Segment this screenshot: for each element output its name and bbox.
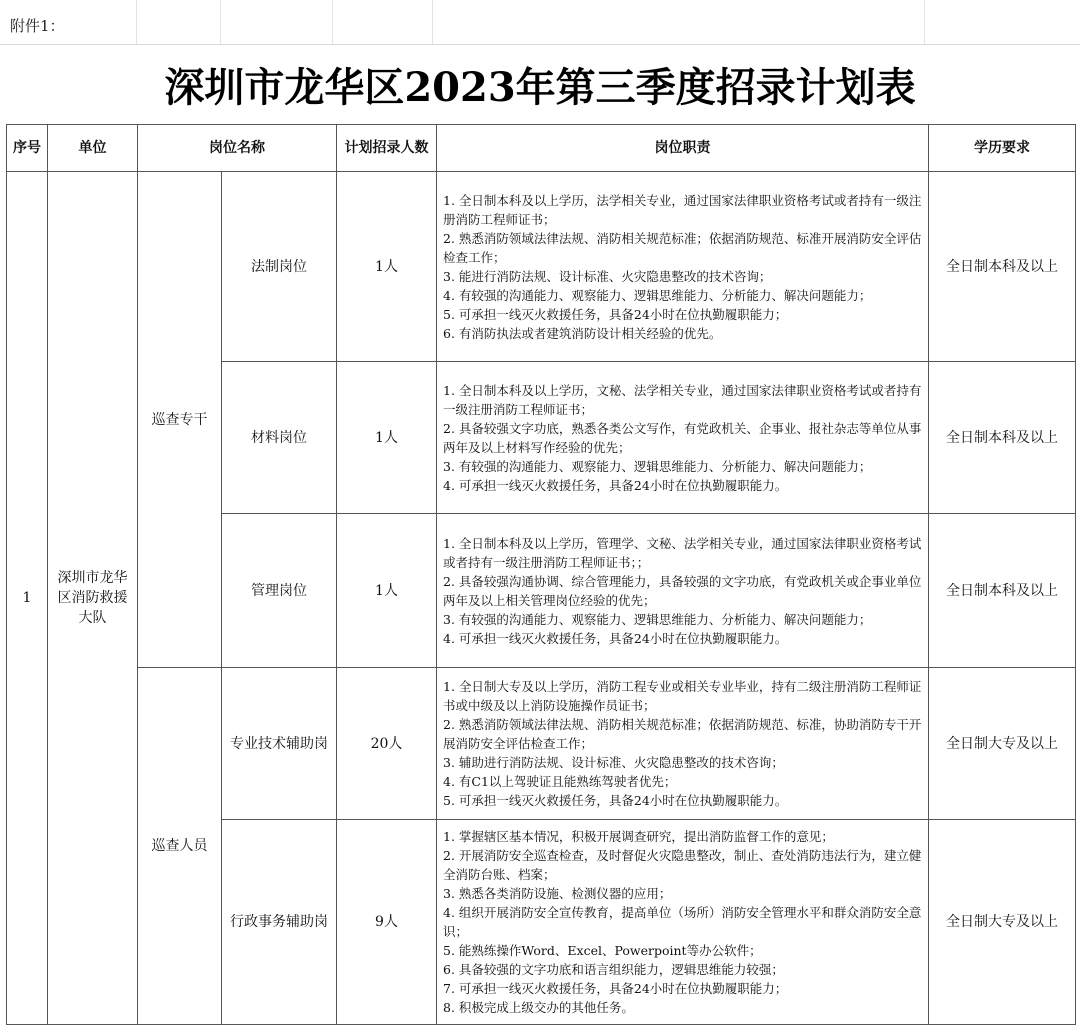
grid-cell xyxy=(136,0,221,44)
header-duties: 岗位职责 xyxy=(437,125,929,172)
duty-line: 2. 熟悉消防领域法律法规、消防相关规范标准；依据消防规范、标准开展消防安全评估检查工作； xyxy=(443,230,922,265)
grid-cell xyxy=(220,0,333,44)
attachment-label: 附件1： xyxy=(10,17,65,35)
unit-cell: 深圳市龙华区消防救援大队 xyxy=(48,172,138,1025)
duties-cell xyxy=(437,362,929,514)
duty-line: 1. 全日制本科及以上学历，文秘、法学相关专业，通过国家法律职业资格考试或者持有一级注册消防工程师证书； xyxy=(443,382,922,417)
post-name-cell: 材料岗位 xyxy=(222,362,337,514)
duty-line: 4. 有C1以上驾驶证且能熟练驾驶者优先； xyxy=(443,774,677,789)
post-name-cell: 专业技术辅助岗 xyxy=(222,668,337,820)
duty-line: 4. 有较强的沟通能力、观察能力、逻辑思维能力、分析能力、解决问题能力； xyxy=(443,287,872,303)
count-cell: 1人 xyxy=(337,362,437,514)
duty-line: 3. 熟悉各类消防设施、检测仪器的应用； xyxy=(443,886,672,901)
post-name-cell: 法制岗位 xyxy=(222,172,337,362)
duty-line: 3. 有较强的沟通能力、观察能力、逻辑思维能力、分析能力、解决问题能力； xyxy=(443,611,872,627)
duty-line: 1. 全日制本科及以上学历，管理学、文秘、法学相关专业，通过国家法律职业资格考试或者持有一级注册消防工程师证书；； xyxy=(443,535,922,570)
duty-line: 2. 熟悉消防领域法律法规、消防相关规范标准；依据消防规范、标准，协助消防专干开展消防安全评估检查工作； xyxy=(443,717,922,751)
duty-line: 2. 开展消防安全巡查检查，及时督促火灾隐患整改，制止、查处消防违法行为，建立健全消防台账、档案； xyxy=(443,848,922,882)
recruitment-plan-table xyxy=(6,124,1076,1025)
duty-line: 5. 能熟练操作Word、Excel、Powerpoint等办公软件； xyxy=(443,943,762,958)
header-unit: 单位 xyxy=(48,125,138,172)
duty-line: 6. 具备较强的文字功底和语言组织能力，逻辑思维能力较强； xyxy=(443,962,784,977)
duty-line: 3. 能进行消防法规、设计标准、火灾隐患整改的技术咨询； xyxy=(443,268,772,284)
education-cell: 全日制本科及以上 xyxy=(929,362,1076,514)
duties-cell xyxy=(437,820,929,1025)
duty-line: 1. 全日制本科及以上学历，法学相关专业，通过国家法律职业资格考试或者持有一级注册消防工程师证书； xyxy=(443,192,922,227)
duty-line: 7. 可承担一线灭火救援任务，具备24小时在位执勤履职能力； xyxy=(443,981,788,996)
sheet-top-row xyxy=(0,0,1080,45)
duty-line: 2. 具备较强文字功底，熟悉各类公文写作，有党政机关、企事业、报社杂志等单位从事两年及以上材料写作经验的优先； xyxy=(443,420,922,455)
duty-line: 6. 有消防执法或者建筑消防设计相关经验的优先。 xyxy=(443,325,722,341)
duty-line: 1. 掌握辖区基本情况，积极开展调查研究，提出消防监督工作的意见； xyxy=(443,829,834,844)
duties-cell xyxy=(437,668,929,820)
header-plan-count: 计划招录人数 xyxy=(337,125,437,172)
count-cell: 1人 xyxy=(337,514,437,668)
seq-cell: 1 xyxy=(7,172,48,1025)
count-cell: 1人 xyxy=(337,172,437,362)
group-cell: 巡查专干 xyxy=(138,172,222,668)
table-row xyxy=(7,668,1076,820)
duties-cell xyxy=(437,514,929,668)
count-cell: 20人 xyxy=(337,668,437,820)
table-row xyxy=(7,172,1076,362)
duty-line: 5. 可承担一线灭火救援任务，具备24小时在位执勤履职能力； xyxy=(443,306,788,322)
duty-line: 3. 辅助进行消防法规、设计标准、火灾隐患整改的技术咨询； xyxy=(443,755,784,770)
grid-cell xyxy=(332,0,433,44)
education-cell: 全日制大专及以上 xyxy=(929,668,1076,820)
duty-line: 4. 组织开展消防安全宣传教育，提高单位（场所）消防安全管理水平和群众消防安全意识； xyxy=(443,905,922,939)
duty-line: 8. 积极完成上级交办的其他任务。 xyxy=(443,1000,634,1015)
post-name-cell: 行政事务辅助岗 xyxy=(222,820,337,1025)
post-name-cell: 管理岗位 xyxy=(222,514,337,668)
header-education: 学历要求 xyxy=(929,125,1076,172)
table-header-row xyxy=(7,125,1076,172)
duty-line: 2. 具备较强沟通协调、综合管理能力，具备较强的文字功底，有党政机关或企事业单位两年及以上相关管理岗位经验的优先； xyxy=(443,573,922,608)
duty-line: 5. 可承担一线灭火救援任务，具备24小时在位执勤履职能力。 xyxy=(443,793,788,808)
duty-line: 3. 有较强的沟通能力、观察能力、逻辑思维能力、分析能力、解决问题能力； xyxy=(443,458,872,474)
header-post-name: 岗位名称 xyxy=(138,125,337,172)
grid-cell xyxy=(432,0,925,44)
duty-line: 4. 可承担一线灭火救援任务，具备24小时在位执勤履职能力。 xyxy=(443,477,788,493)
education-cell: 全日制本科及以上 xyxy=(929,514,1076,668)
education-cell: 全日制本科及以上 xyxy=(929,172,1076,362)
duties-cell xyxy=(437,172,929,362)
group-cell: 巡查人员 xyxy=(138,668,222,1025)
duty-line: 1. 全日制大专及以上学历，消防工程专业或相关专业毕业，持有二级注册消防工程师证书或中级及以上消防设施操作员证书； xyxy=(443,679,922,713)
duty-line: 4. 可承担一线灭火救援任务，具备24小时在位执勤履职能力。 xyxy=(443,630,788,646)
page-title: 深圳市龙华区2023年第三季度招录计划表 xyxy=(164,64,916,111)
header-seq: 序号 xyxy=(7,125,48,172)
education-cell: 全日制大专及以上 xyxy=(929,820,1076,1025)
count-cell: 9人 xyxy=(337,820,437,1025)
